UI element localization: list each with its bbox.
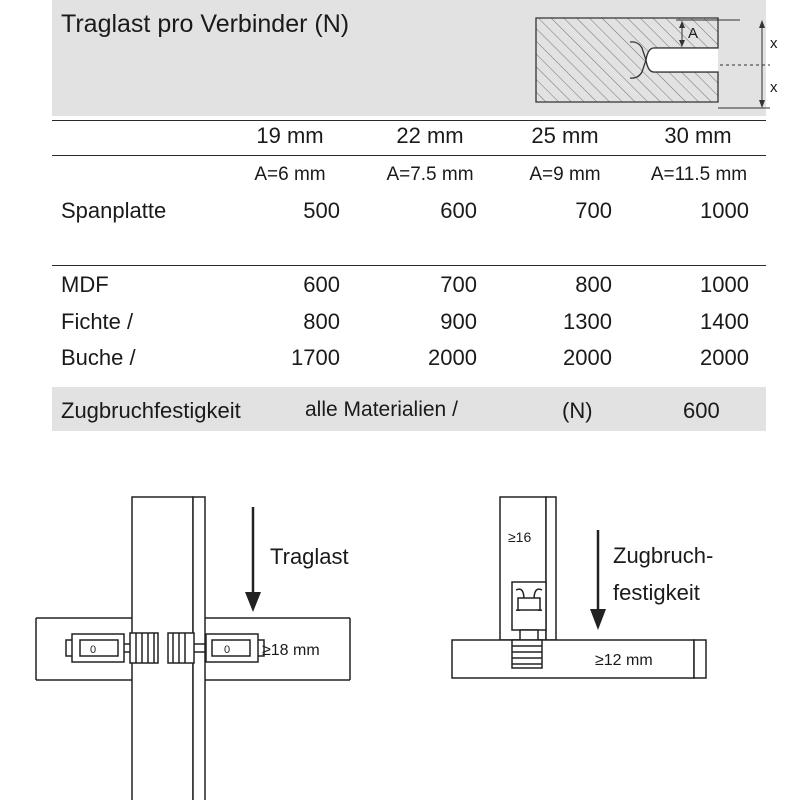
footer-label: Zugbruchfestigkeit (61, 398, 241, 423)
table-cell: 500 (303, 198, 340, 223)
traglast-label: Traglast (270, 544, 349, 569)
dowel-right (168, 633, 194, 663)
table-rule (52, 155, 766, 156)
table-rule (52, 120, 766, 121)
table-cell: 1000 (700, 272, 749, 297)
table-cell: 700 (440, 272, 477, 297)
svg-text:0: 0 (224, 644, 231, 656)
dim-label-a: A (688, 25, 699, 42)
table-header (52, 0, 778, 116)
panel-edge-strip (193, 497, 205, 800)
dim-label-x1: x (770, 35, 778, 52)
row-label: Spanplatte (61, 198, 167, 223)
zugbruch-label-line1: Zugbruch- (613, 543, 714, 568)
row-label: MDF (61, 272, 109, 297)
connector-diagrams (0, 490, 800, 800)
table-cell: 800 (303, 309, 340, 334)
zugbruch-label-line2: festigkeit (613, 580, 700, 605)
table-cell: 2000 (700, 345, 749, 370)
table-cell: 1000 (700, 198, 749, 223)
table-cell: 600 (303, 272, 340, 297)
column-subheader: A=11.5 mm (650, 164, 748, 185)
table-cell: 2000 (428, 345, 477, 370)
row-label: Buche / (61, 345, 136, 370)
footer-unit: (N) (562, 398, 593, 423)
footer-scope: alle Materialien / (305, 398, 458, 421)
table-rule (52, 265, 766, 266)
column-header: 25 mm (531, 123, 599, 148)
table-cell: 600 (440, 198, 477, 223)
column-header: 22 mm (396, 123, 464, 148)
row-label: Fichte / (61, 309, 134, 334)
svg-text:0: 0 (90, 644, 97, 656)
right-horizontal-thickness-label: ≥12 mm (595, 652, 653, 669)
table-cell: 2000 (563, 345, 612, 370)
profile-cross-section-diagram (530, 10, 790, 114)
table-cell: 1300 (563, 309, 612, 334)
table-cell: 800 (575, 272, 612, 297)
column-header: 19 mm (256, 123, 324, 148)
table-title: Traglast pro Verbinder (N) (61, 10, 350, 38)
footer-value: 600 (683, 398, 720, 423)
column-header: 30 mm (664, 123, 732, 148)
left-thickness-label: ≥18 mm (262, 642, 320, 659)
table-cell: 1400 (700, 309, 749, 334)
right-horizontal-board (452, 640, 694, 678)
column-subheader: A=6 mm (254, 164, 326, 185)
column-subheader: A=9 mm (529, 164, 601, 185)
table-cell: 900 (440, 309, 477, 334)
dim-label-x2: x (770, 79, 778, 96)
column-subheader: A=7.5 mm (386, 164, 474, 185)
groove-cut (646, 48, 718, 72)
table-cell: 1700 (291, 345, 340, 370)
table-cell: 700 (575, 198, 612, 223)
right-vertical-thickness-label: ≥16 (508, 529, 532, 545)
